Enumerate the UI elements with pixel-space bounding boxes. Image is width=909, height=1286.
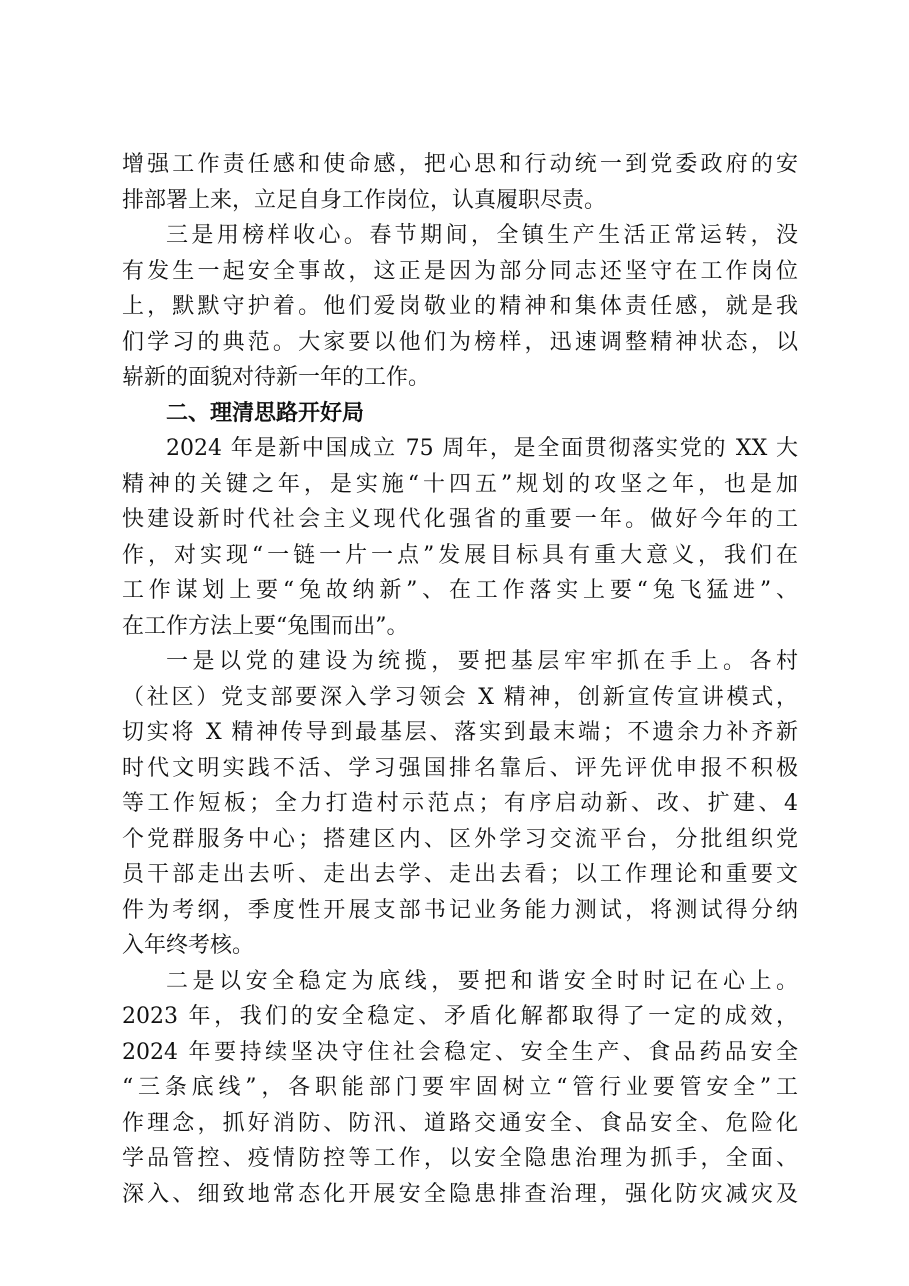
text-line: 精神的关键之年，是实施“十四五”规划的攻坚之年，也是加 bbox=[122, 471, 798, 497]
text-line: 个党群服务中心；搭建区内、区外学习交流平台，分批组织党 bbox=[122, 826, 798, 852]
text-line: “三条底线”，各职能部门要牢固树立“管行业要管安全”工 bbox=[122, 1075, 798, 1100]
text-line: 2023 年，我们的安全稳定、矛盾化解都取得了一定的成效， bbox=[122, 1004, 798, 1029]
text-line: （社区）党支部要深入学习领会 X 精神，创新宣传宣讲模式， bbox=[122, 684, 798, 710]
text-line: 上，默默守护着。他们爱岗敬业的精神和集体责任感，就是我 bbox=[122, 294, 798, 319]
text-line: 在工作方法上要“兔围而出”。 bbox=[122, 613, 409, 639]
paragraph-start-line: 一是以党的建设为统揽，要把基层牢牢抓在手上。各村 bbox=[166, 649, 798, 674]
document-body bbox=[122, 147, 798, 1212]
text-line: 员干部走出去听、走出去学、走出去看；以工作理论和重要文 bbox=[122, 862, 798, 887]
text-line: 等工作短板；全力打造村示范点；有序启动新、改、扩建、4 bbox=[122, 791, 798, 816]
text-line: 工作谋划上要“兔故纳新”、在工作落实上要“兔飞猛进”、 bbox=[122, 578, 798, 603]
text-line: 学品管控、疫情防控等工作，以安全隐患治理为抓手，全面、 bbox=[122, 1146, 798, 1171]
text-line: 时代文明实践不活、学习强国排名靠后、评先评优申报不积极 bbox=[122, 755, 798, 781]
text-line: 件为考纲，季度性开展支部书记业务能力测试，将测试得分纳 bbox=[122, 897, 798, 923]
text-line: 增强工作责任感和使命感，把心思和行动统一到党委政府的安 bbox=[122, 152, 798, 177]
paragraph-start-line: 三是用榜样收心。春节期间，全镇生产生活正常运转，没 bbox=[166, 223, 798, 248]
text-line: 作理念，抓好消防、防汛、道路交通安全、食品安全、危险化 bbox=[122, 1110, 798, 1136]
text-line: 作，对实现“一链一片一点”发展目标具有重大意义，我们在 bbox=[122, 542, 798, 568]
paragraph-start-line: 二是以安全稳定为底线，要把和谐安全时时记在心上。 bbox=[166, 968, 798, 994]
text-line: 排部署上来，立足自身工作岗位，认真履职尽责。 bbox=[122, 187, 607, 213]
text-line: 2024 年要持续坚决守住社会稳定、安全生产、食品药品安全 bbox=[122, 1039, 798, 1065]
text-line: 有发生一起安全事故，这正是因为部分同志还坚守在工作岗位 bbox=[122, 258, 798, 284]
text-line: 深入、细致地常态化开展安全隐患排查治理，强化防灾减灾及 bbox=[122, 1181, 798, 1207]
text-line: 快建设新时代社会主义现代化强省的重要一年。做好今年的工 bbox=[122, 507, 798, 532]
text-line: 入年终考核。 bbox=[122, 933, 255, 958]
paragraph-start-line: 2024 年是新中国成立 75 周年，是全面贯彻落实党的 XX 大 bbox=[166, 436, 798, 461]
section-heading: 二、理清思路开好局 bbox=[166, 400, 365, 426]
text-line: 崭新的面貌对待新一年的工作。 bbox=[122, 365, 431, 390]
text-line: 切实将 X 精神传导到最基层、落实到最末端；不遗余力补齐新 bbox=[122, 720, 798, 745]
text-line: 们学习的典范。大家要以他们为榜样，迅速调整精神状态，以 bbox=[122, 329, 798, 355]
